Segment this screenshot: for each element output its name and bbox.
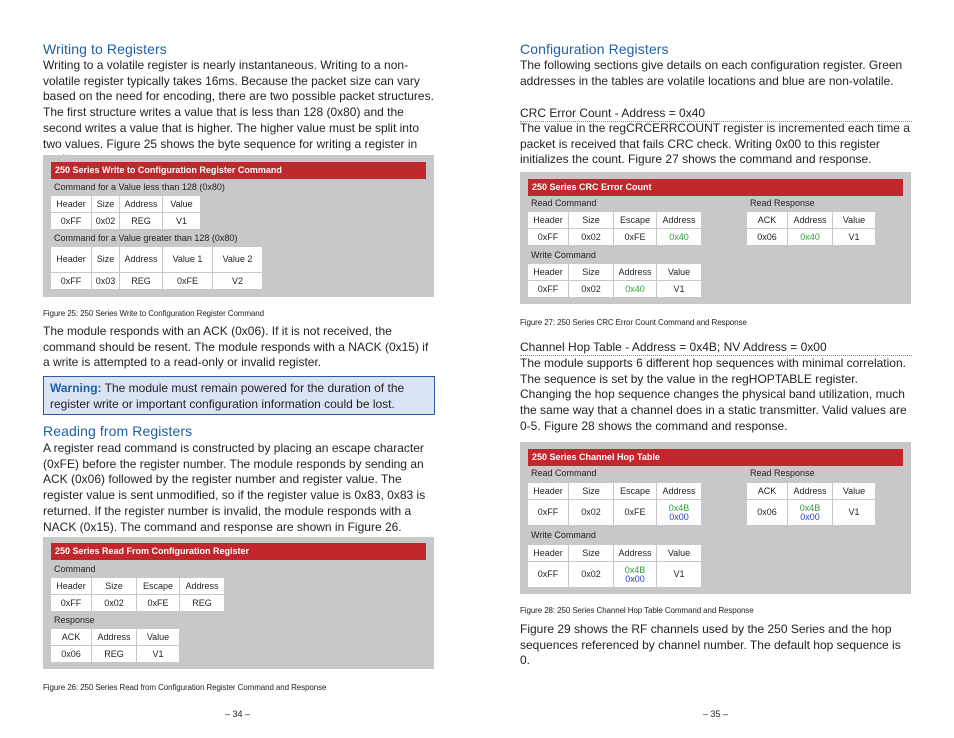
table-cell: 0x40 [788, 229, 833, 246]
figure-25-panel [43, 155, 434, 297]
volatile-address: 0x4B [624, 564, 646, 575]
figure-27-write-command-table [527, 263, 702, 298]
table-cell: Size [92, 247, 120, 273]
table-cell: Size [569, 264, 614, 281]
table-cell: 0x02 [569, 281, 614, 298]
table-cell: Address [92, 629, 137, 646]
crc-paragraph: The value in the regCRCERRCOUNT register is incremented each time a packet is received that fails CRC check. Writing 0x00 to this register initializes the count. Figure 27 shows the command and response. [520, 121, 910, 167]
nonvolatile-address: 0x00 [800, 511, 820, 522]
warning-label: Warning: [50, 381, 102, 395]
table-cell: Address [788, 212, 833, 229]
table-cell: Address [657, 212, 702, 229]
table-cell: Size [92, 196, 120, 213]
figure-25-caption: Figure 25: 250 Series Write to Configuration Register Command [43, 309, 264, 318]
figure-26-title: 250 Series Read From Configuration Register [51, 543, 426, 560]
figure-28-read-response-label: Read Response [750, 468, 815, 478]
table-cell: REG [120, 273, 163, 290]
crc-subheading: CRC Error Count - Address = 0x40 [520, 106, 912, 122]
table-cell [614, 562, 657, 588]
table-cell: Value [833, 212, 876, 229]
table-cell: 0xFF [51, 213, 92, 230]
table-cell: Value [657, 545, 702, 562]
table-cell: Header [528, 212, 569, 229]
config-paragraph: The following sections give details on each configuration register. Green addresses in the tables are volatile locations and blue are non-volatile. [520, 58, 903, 88]
reading-paragraph: A register read command is constructed by placing an escape character (0xFE) before the register number. The module responds by sending an ACK (0x06) followed by the register number and register value. The register value is sent unmodified, so if the register value is 0x83, 0x83 is returned. If the register number is invalid, the module responds with a NACK (0x15). The command and response are shown in Figure 26. [43, 441, 426, 534]
ack-paragraph: The module responds with an ACK (0x06). If it is not received, the command should be resent. The module responds with a NACK (0x15) if a write is attempted to a read-only or invalid register. [43, 324, 429, 370]
table-cell: 0xFF [528, 562, 569, 588]
figure-27-write-command-label: Write Command [531, 250, 596, 260]
table-cell: Header [51, 578, 92, 595]
table-cell: ACK [747, 483, 788, 500]
table-cell: Value [657, 264, 702, 281]
table-cell: Header [51, 247, 92, 273]
table-cell: V2 [213, 273, 263, 290]
figure-26-caption: Figure 26: 250 Series Read from Configuration Register Command and Response [43, 683, 327, 692]
table-cell: V1 [833, 229, 876, 246]
hop-paragraph: The module supports 6 different hop sequences with minimal correlation. The sequence is set by the value in the regHOPTABLE register. Changing the hop sequence changes the physical band utilization, much the same way that a channel does in a static transmitter. Valid values are 0-5. Figure 28 shows the command and response. [520, 356, 907, 433]
table-cell: Header [528, 264, 569, 281]
figure-28-panel [520, 442, 911, 594]
warning-box [43, 376, 435, 415]
table-cell: 0xFF [528, 500, 569, 526]
figure-27-title: 250 Series CRC Error Count [528, 179, 903, 196]
warning-text: The module must remain powered for the duration of the register write or important configuration information could be lost. [50, 381, 405, 411]
figure-26-table-2 [50, 628, 180, 663]
nonvolatile-address: 0x00 [669, 511, 689, 522]
figure-27-panel [520, 172, 911, 304]
figure-25-table-1 [50, 195, 201, 230]
figure-28-write-command-table [527, 544, 702, 588]
table-cell: 0x06 [747, 500, 788, 526]
table-cell: 0xFE [614, 229, 657, 246]
table-cell: Address [657, 483, 702, 500]
table-cell: ACK [747, 212, 788, 229]
table-cell: 0x03 [92, 273, 120, 290]
page-number-34: – 34 – [225, 709, 251, 719]
table-cell: 0xFF [528, 281, 569, 298]
table-cell: Header [528, 483, 569, 500]
table-cell [657, 500, 702, 526]
figure-28-caption: Figure 28: 250 Series Channel Hop Table Command and Response [520, 606, 754, 615]
table-cell: 0xFE [614, 500, 657, 526]
table-cell: Size [569, 545, 614, 562]
table-cell: Size [92, 578, 137, 595]
figure-28-read-command-table [527, 482, 702, 526]
table-cell: V1 [833, 500, 876, 526]
figure-27-read-command-label: Read Command [531, 198, 597, 208]
page-number-35: – 35 – [703, 709, 729, 719]
table-cell: Value [137, 629, 180, 646]
figure-28-read-command-label: Read Command [531, 468, 597, 478]
table-cell: Value 2 [213, 247, 263, 273]
figure-26-sub1: Command [54, 564, 96, 574]
table-cell: 0x02 [569, 562, 614, 588]
table-cell: Header [51, 196, 92, 213]
figure-25-table-2 [50, 246, 263, 290]
table-cell: 0xFE [163, 273, 213, 290]
table-cell: 0xFF [51, 273, 92, 290]
config-heading: Configuration Registers [520, 41, 669, 57]
figure-25-sub1: Command for a Value less than 128 (0x80) [54, 182, 225, 192]
reading-heading: Reading from Registers [43, 423, 193, 439]
figure-26-panel [43, 537, 434, 669]
table-cell: Size [569, 212, 614, 229]
nonvolatile-address: 0x00 [625, 573, 645, 584]
figure-27-read-response-table [746, 211, 876, 246]
figure-28-write-command-label: Write Command [531, 530, 596, 540]
table-cell: Value [833, 483, 876, 500]
table-cell: 0x02 [92, 213, 120, 230]
figure-25-title: 250 Series Write to Configuration Register Command [51, 162, 426, 179]
table-cell: REG [180, 595, 225, 612]
table-cell: Address [180, 578, 225, 595]
table-cell: 0x06 [747, 229, 788, 246]
table-cell: 0x06 [51, 646, 92, 663]
table-cell: Escape [137, 578, 180, 595]
table-cell: Address [614, 545, 657, 562]
table-cell: ACK [51, 629, 92, 646]
volatile-address: 0x4B [668, 502, 690, 513]
table-cell: V1 [657, 281, 702, 298]
table-cell: 0x40 [614, 281, 657, 298]
table-cell: 0x40 [657, 229, 702, 246]
table-cell: REG [92, 646, 137, 663]
table-cell: 0xFE [137, 595, 180, 612]
table-cell: Escape [614, 212, 657, 229]
table-cell: Address [120, 196, 163, 213]
table-cell: Address [614, 264, 657, 281]
table-cell: 0x02 [569, 229, 614, 246]
figure-28-read-response-table [746, 482, 876, 526]
table-cell: 0x02 [569, 500, 614, 526]
table-cell: 0xFF [51, 595, 92, 612]
table-cell: Address [120, 247, 163, 273]
writing-paragraph: Writing to a volatile register is nearly instantaneous. Writing to a non-volatile register typically takes 16ms. Because the packet size can vary based on the need for encoding, there are two possible packet structures. The first structure writes a value that is less than 128 (0x80) and the second writes a value that is higher. The higher value must be split into two values. Figure 25 shows the byte sequence for writing a register in [43, 58, 434, 151]
table-cell: Value [163, 196, 201, 213]
figure-26-table-1 [50, 577, 225, 612]
figure-26-sub2: Response [54, 615, 95, 625]
table-cell: 0xFF [528, 229, 569, 246]
figure-27-caption: Figure 27: 250 Series CRC Error Count Command and Response [520, 318, 747, 327]
table-cell: Address [788, 483, 833, 500]
figure-28-title: 250 Series Channel Hop Table [528, 449, 903, 466]
figure-25-sub2: Command for a Value greater than 128 (0x80) [54, 233, 238, 243]
table-cell: Size [569, 483, 614, 500]
table-cell: V1 [137, 646, 180, 663]
figure-27-read-command-table [527, 211, 702, 246]
table-cell: V1 [163, 213, 201, 230]
table-cell: REG [120, 213, 163, 230]
figure-27-read-response-label: Read Response [750, 198, 815, 208]
table-cell: Header [528, 545, 569, 562]
table-cell: V1 [657, 562, 702, 588]
table-cell: 0x02 [92, 595, 137, 612]
hop-subheading: Channel Hop Table - Address = 0x4B; NV Address = 0x00 [520, 340, 912, 356]
table-cell [788, 500, 833, 526]
volatile-address: 0x4B [799, 502, 821, 513]
table-cell: Escape [614, 483, 657, 500]
writing-heading: Writing to Registers [43, 41, 167, 57]
table-cell: Value 1 [163, 247, 213, 273]
figure-29-paragraph: Figure 29 shows the RF channels used by the 250 Series and the hop sequences referenced by channel number. The default hop sequence is 0. [520, 622, 901, 668]
